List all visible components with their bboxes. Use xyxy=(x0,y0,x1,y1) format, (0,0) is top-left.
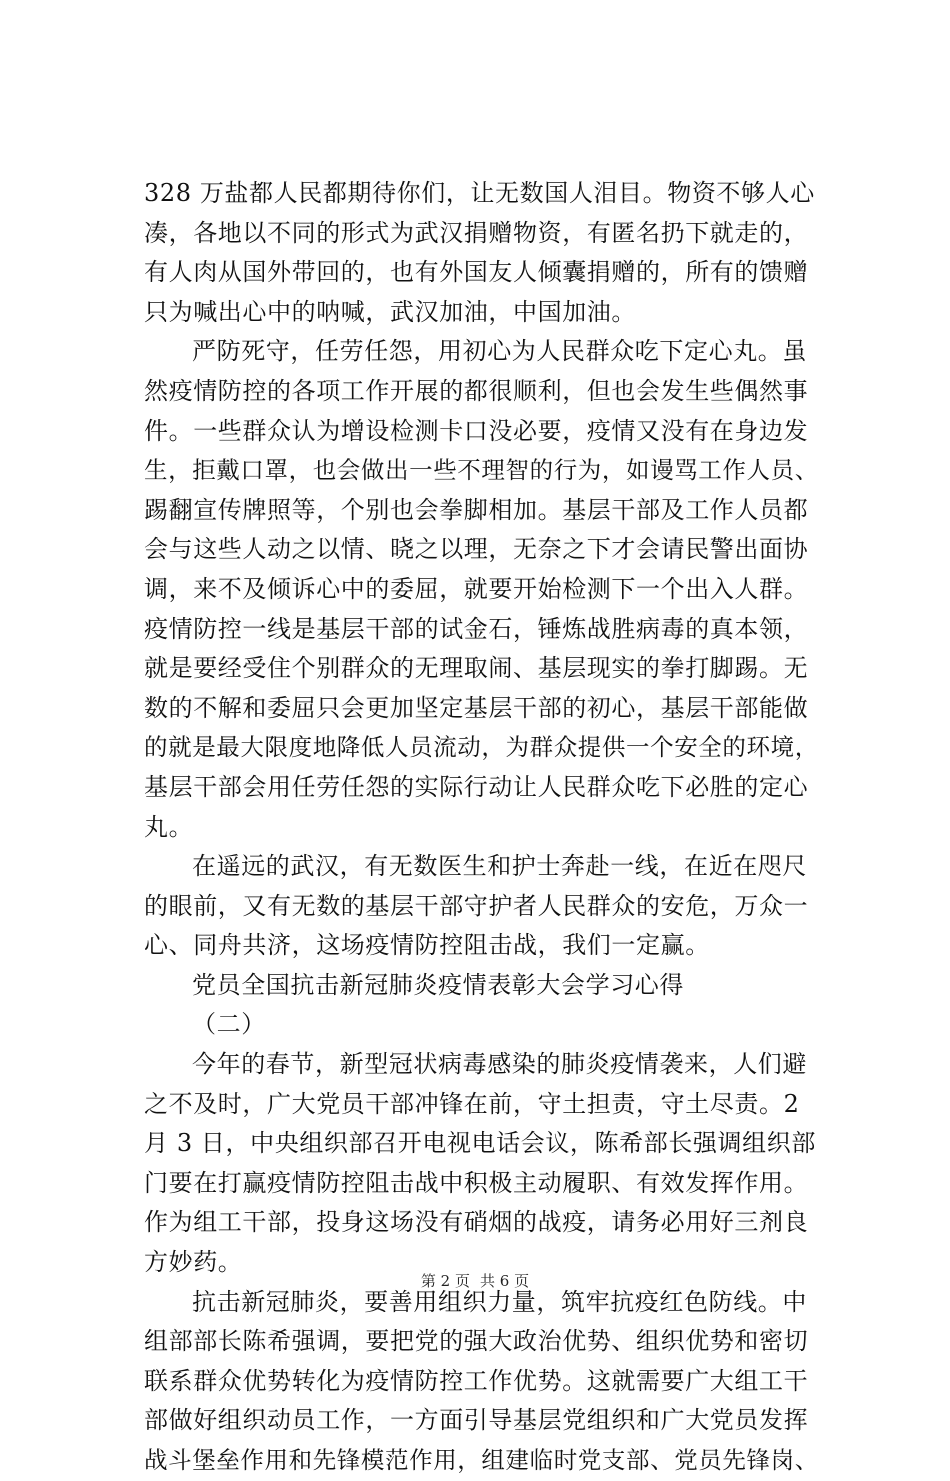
text-line: 疫情防控一线是基层干部的试金石，锤炼战胜病毒的真本领， xyxy=(144,614,809,643)
text-line: 只为喊出心中的呐喊，武汉加油，中国加油。 xyxy=(144,297,636,326)
text-line: 方妙药。 xyxy=(144,1248,243,1277)
text-line: 丸。 xyxy=(144,812,194,841)
text-line: 然疫情防控的各项工作开展的都很顺利，但也会发生些偶然事 xyxy=(144,376,809,405)
text-line: 联系群众优势转化为疫情防控工作优势。这就需要广大组工干 xyxy=(144,1366,809,1395)
text-line: 调，来不及倾诉心中的委屈，就要开始检测下一个出入人群。 xyxy=(144,574,809,603)
text-line: 有人肉从国外带回的，也有外国友人倾囊捐赠的，所有的馈赠 xyxy=(144,258,809,287)
text-line: 数的不解和委屈只会更加坚定基层干部的初心，基层干部能做 xyxy=(144,693,809,722)
page-number: 第 2 页 xyxy=(420,1272,470,1290)
page-footer xyxy=(0,1271,950,1291)
paragraph-first-line: 抗击新冠肺炎，要善用组织力量，筑牢抗疫红色防线。中 xyxy=(192,1287,807,1316)
page-total: 共 6 页 xyxy=(480,1272,530,1290)
text-line: 基层干部会用任劳任怨的实际行动让人民群众吃下必胜的定心 xyxy=(144,772,809,801)
text-line: 生，拒戴口罩，也会做出一些不理智的行为，如谩骂工作人员、 xyxy=(144,456,819,485)
text-line: 月 3 日，中央组织部召开电视电话会议，陈希部长强调组织部 xyxy=(144,1129,816,1158)
text-line: 的就是最大限度地降低人员流动，为群众提供一个安全的环境， xyxy=(144,733,819,762)
text-line: 就是要经受住个别群众的无理取闹、基层现实的拳打脚踢。无 xyxy=(144,654,809,683)
paragraph-first-line: 严防死守，任劳任怨，用初心为人民群众吃下定心丸。虽 xyxy=(192,337,807,366)
text-line: 心、同舟共济，这场疫情防控阻击战，我们一定赢。 xyxy=(144,931,710,960)
text-line: 战斗堡垒作用和先锋模范作用，组建临时党支部、党员先锋岗、 xyxy=(144,1446,819,1474)
text-line: 作为组工干部，投身这场没有硝烟的战疫，请务必用好三剂良 xyxy=(144,1208,809,1237)
text-line: 凑，各地以不同的形式为武汉捐赠物资，有匿名扔下就走的， xyxy=(144,218,809,247)
section-title: 党员全国抗击新冠肺炎疫情表彰大会学习心得 xyxy=(192,970,684,999)
paragraph-first-line: 今年的春节，新型冠状病毒感染的肺炎疫情袭来，人们避 xyxy=(192,1050,807,1079)
text-line: 部做好组织动员工作，一方面引导基层党组织和广大党员发挥 xyxy=(144,1406,809,1435)
text-line: 会与这些人动之以情、晓之以理，无奈之下才会请民警出面协 xyxy=(144,535,809,564)
text-line: 踢翻宣传牌照等，个别也会拳脚相加。基层干部及工作人员都 xyxy=(144,495,809,524)
text-line: 328 万盐都人民都期待你们，让无数国人泪目。物资不够人心 xyxy=(144,179,815,207)
text-line: 组部部长陈希强调，要把党的强大政治优势、组织优势和密切 xyxy=(144,1327,809,1356)
paragraph-first-line: 在遥远的武汉，有无数医生和护士奔赴一线，在近在咫尺 xyxy=(192,852,807,881)
text-line: 门要在打赢疫情防控阻击战中积极主动履职、有效发挥作用。 xyxy=(144,1168,809,1197)
text-line: 的眼前，又有无数的基层干部守护者人民群众的安危，万众一 xyxy=(144,891,809,920)
text-line: 件。一些群众认为增设检测卡口没必要，疫情又没有在身边发 xyxy=(144,416,809,445)
section-number: （二） xyxy=(192,1010,266,1039)
text-line: 之不及时，广大党员干部冲锋在前，守土担责，守土尽责。2 xyxy=(144,1089,800,1118)
